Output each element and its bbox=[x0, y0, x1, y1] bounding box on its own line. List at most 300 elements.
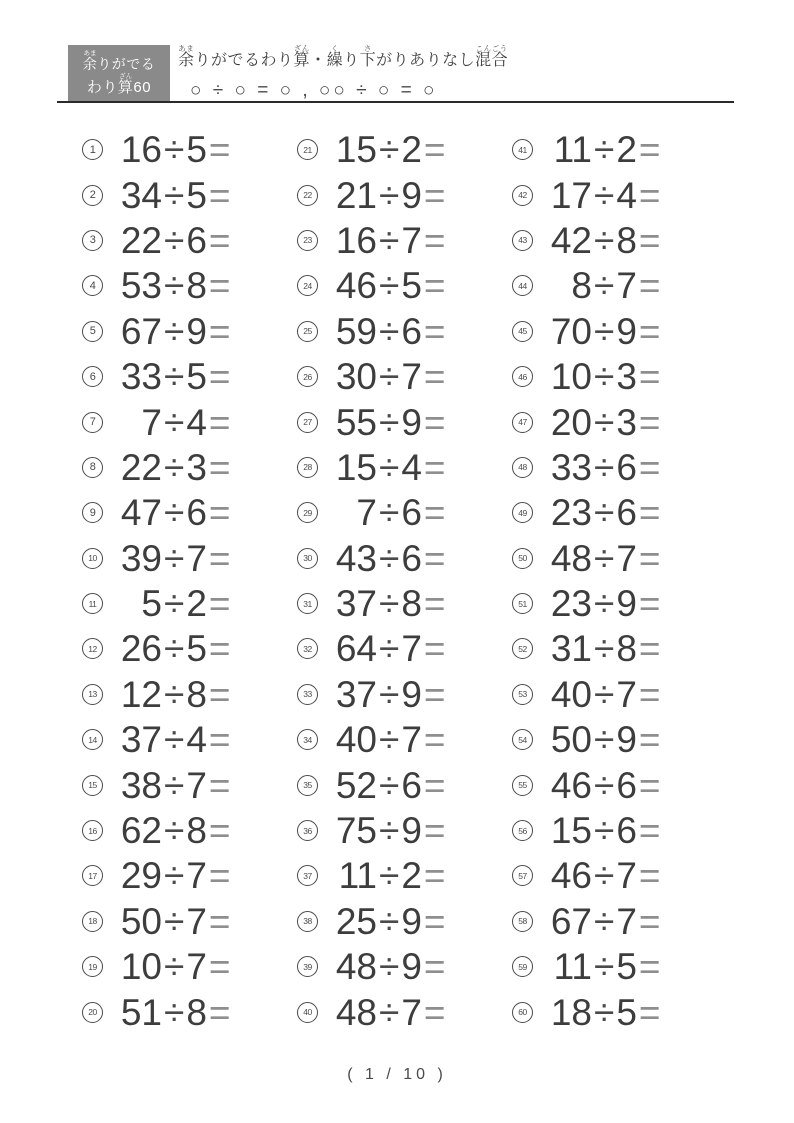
problem-number-badge: 36 bbox=[297, 820, 318, 841]
divisor: 8 bbox=[401, 583, 422, 625]
dividend: 48 bbox=[550, 537, 592, 579]
division-expression bbox=[331, 310, 446, 352]
problem-number-badge: 18 bbox=[82, 911, 103, 932]
problem-row bbox=[297, 172, 512, 217]
divide-sign: ÷ bbox=[164, 310, 185, 352]
divide-sign: ÷ bbox=[379, 310, 400, 352]
divide-sign: ÷ bbox=[594, 628, 615, 670]
series-badge-line1: 余あまりがでる bbox=[82, 49, 156, 72]
division-expression bbox=[546, 401, 661, 443]
dividend: 51 bbox=[120, 991, 162, 1033]
problem-number-badge: 41 bbox=[512, 139, 533, 160]
divide-sign: ÷ bbox=[594, 537, 615, 579]
equals-sign: = bbox=[638, 174, 661, 216]
divide-sign: ÷ bbox=[379, 583, 400, 625]
problem-number-badge: 56 bbox=[512, 820, 533, 841]
dividend: 7 bbox=[141, 401, 162, 443]
dividend: 23 bbox=[550, 583, 592, 625]
dividend: 64 bbox=[335, 628, 377, 670]
problem-number-badge: 11 bbox=[82, 593, 103, 614]
division-expression bbox=[116, 401, 231, 443]
divisor: 5 bbox=[186, 356, 207, 398]
equals-sign: = bbox=[208, 719, 231, 761]
equals-sign: = bbox=[423, 991, 446, 1033]
problems-column-2 bbox=[297, 127, 512, 1035]
problem-row bbox=[297, 944, 512, 989]
problem-row bbox=[297, 808, 512, 853]
problem-row bbox=[82, 899, 297, 944]
problem-number-badge: 2 bbox=[82, 185, 103, 206]
division-expression bbox=[116, 764, 231, 806]
divide-sign: ÷ bbox=[379, 492, 400, 534]
dividend: 26 bbox=[120, 628, 162, 670]
problem-row bbox=[512, 944, 727, 989]
divide-sign: ÷ bbox=[164, 356, 185, 398]
dividend: 8 bbox=[571, 265, 592, 307]
equals-sign: = bbox=[638, 628, 661, 670]
header-divider bbox=[57, 101, 734, 103]
problem-number-badge: 58 bbox=[512, 911, 533, 932]
division-expression bbox=[116, 310, 231, 352]
dividend: 17 bbox=[550, 174, 592, 216]
division-expression bbox=[546, 810, 661, 852]
problem-row bbox=[297, 762, 512, 807]
division-expression bbox=[331, 991, 446, 1033]
problem-number-badge: 44 bbox=[512, 275, 533, 296]
problem-number-badge: 16 bbox=[82, 820, 103, 841]
problem-row bbox=[82, 127, 297, 172]
divisor: 9 bbox=[186, 310, 207, 352]
equals-sign: = bbox=[423, 855, 446, 897]
problem-number-badge: 29 bbox=[297, 502, 318, 523]
divide-sign: ÷ bbox=[164, 446, 185, 488]
equals-sign: = bbox=[208, 219, 231, 261]
dividend: 15 bbox=[550, 810, 592, 852]
divide-sign: ÷ bbox=[594, 810, 615, 852]
problem-format-example: ○ ÷ ○ = ○ , ○○ ÷ ○ = ○ bbox=[190, 80, 438, 101]
problem-row bbox=[512, 172, 727, 217]
problem-number-badge: 53 bbox=[512, 684, 533, 705]
problem-number-badge: 3 bbox=[82, 230, 103, 251]
division-expression bbox=[331, 719, 446, 761]
problem-row bbox=[512, 263, 727, 308]
divisor: 2 bbox=[616, 129, 637, 171]
division-expression bbox=[116, 946, 231, 988]
divide-sign: ÷ bbox=[164, 764, 185, 806]
divisor: 8 bbox=[616, 219, 637, 261]
divide-sign: ÷ bbox=[594, 900, 615, 942]
divisor: 7 bbox=[186, 900, 207, 942]
divisor: 7 bbox=[401, 356, 422, 398]
dividend: 48 bbox=[335, 991, 377, 1033]
dividend: 15 bbox=[335, 129, 377, 171]
division-expression bbox=[116, 900, 231, 942]
equals-sign: = bbox=[208, 628, 231, 670]
problem-row bbox=[297, 626, 512, 671]
divisor: 9 bbox=[401, 673, 422, 715]
problem-number-badge: 30 bbox=[297, 548, 318, 569]
equals-sign: = bbox=[423, 764, 446, 806]
equals-sign: = bbox=[423, 810, 446, 852]
problem-row bbox=[512, 490, 727, 535]
division-expression bbox=[546, 583, 661, 625]
dividend: 11 bbox=[338, 855, 377, 897]
division-expression bbox=[546, 265, 661, 307]
problem-row bbox=[512, 399, 727, 444]
dividend: 18 bbox=[550, 991, 592, 1033]
problem-row bbox=[82, 944, 297, 989]
divisor: 5 bbox=[401, 265, 422, 307]
equals-sign: = bbox=[638, 219, 661, 261]
dividend: 22 bbox=[120, 219, 162, 261]
problem-row bbox=[82, 399, 297, 444]
problem-row bbox=[297, 536, 512, 581]
divide-sign: ÷ bbox=[164, 129, 185, 171]
dividend: 20 bbox=[550, 401, 592, 443]
problem-number-badge: 32 bbox=[297, 638, 318, 659]
equals-sign: = bbox=[423, 129, 446, 171]
problem-row bbox=[297, 853, 512, 898]
division-expression bbox=[331, 810, 446, 852]
divisor: 6 bbox=[401, 764, 422, 806]
problem-number-badge: 60 bbox=[512, 1002, 533, 1023]
division-expression bbox=[546, 446, 661, 488]
problem-number-badge: 45 bbox=[512, 321, 533, 342]
divisor: 5 bbox=[616, 991, 637, 1033]
problems-column-1 bbox=[82, 127, 297, 1035]
problem-number-badge: 23 bbox=[297, 230, 318, 251]
dividend: 37 bbox=[335, 583, 377, 625]
problem-number-badge: 52 bbox=[512, 638, 533, 659]
divide-sign: ÷ bbox=[594, 446, 615, 488]
division-expression bbox=[331, 401, 446, 443]
problems-grid bbox=[82, 127, 727, 1035]
equals-sign: = bbox=[208, 764, 231, 806]
divide-sign: ÷ bbox=[379, 810, 400, 852]
problem-number-badge: 12 bbox=[82, 638, 103, 659]
divisor: 8 bbox=[616, 628, 637, 670]
problem-number-badge: 9 bbox=[82, 502, 103, 523]
problem-row bbox=[512, 989, 727, 1034]
problem-row bbox=[82, 626, 297, 671]
divisor: 7 bbox=[616, 855, 637, 897]
equals-sign: = bbox=[638, 946, 661, 988]
equals-sign: = bbox=[208, 265, 231, 307]
problem-row bbox=[297, 354, 512, 399]
equals-sign: = bbox=[638, 583, 661, 625]
dividend: 10 bbox=[120, 946, 162, 988]
division-expression bbox=[116, 492, 231, 534]
divide-sign: ÷ bbox=[594, 855, 615, 897]
equals-sign: = bbox=[423, 673, 446, 715]
division-expression bbox=[546, 673, 661, 715]
divisor: 6 bbox=[186, 492, 207, 534]
problem-row bbox=[82, 717, 297, 762]
problem-row bbox=[512, 853, 727, 898]
problem-number-badge: 54 bbox=[512, 729, 533, 750]
division-expression bbox=[331, 628, 446, 670]
divisor: 9 bbox=[616, 310, 637, 352]
problem-number-badge: 35 bbox=[297, 775, 318, 796]
problem-number-badge: 31 bbox=[297, 593, 318, 614]
division-expression bbox=[116, 537, 231, 579]
divisor: 4 bbox=[401, 446, 422, 488]
division-expression bbox=[331, 446, 446, 488]
problem-row bbox=[82, 354, 297, 399]
division-expression bbox=[546, 129, 661, 171]
divisor: 7 bbox=[186, 946, 207, 988]
equals-sign: = bbox=[208, 673, 231, 715]
dividend: 16 bbox=[120, 129, 162, 171]
dividend: 37 bbox=[120, 719, 162, 761]
divide-sign: ÷ bbox=[379, 446, 400, 488]
dividend: 30 bbox=[335, 356, 377, 398]
problem-row bbox=[297, 399, 512, 444]
problem-row bbox=[82, 263, 297, 308]
division-expression bbox=[331, 265, 446, 307]
divide-sign: ÷ bbox=[164, 946, 185, 988]
dividend: 16 bbox=[335, 219, 377, 261]
equals-sign: = bbox=[423, 583, 446, 625]
worksheet-series-badge bbox=[68, 45, 170, 101]
problem-number-badge: 59 bbox=[512, 956, 533, 977]
division-expression bbox=[116, 991, 231, 1033]
problem-number-badge: 50 bbox=[512, 548, 533, 569]
division-expression bbox=[546, 764, 661, 806]
division-expression bbox=[546, 310, 661, 352]
divisor: 9 bbox=[401, 946, 422, 988]
divide-sign: ÷ bbox=[594, 492, 615, 534]
problem-number-badge: 4 bbox=[82, 275, 103, 296]
equals-sign: = bbox=[208, 900, 231, 942]
divisor: 7 bbox=[401, 719, 422, 761]
divide-sign: ÷ bbox=[164, 628, 185, 670]
divide-sign: ÷ bbox=[379, 219, 400, 261]
problem-number-badge: 5 bbox=[82, 321, 103, 342]
divide-sign: ÷ bbox=[164, 219, 185, 261]
divisor: 6 bbox=[401, 310, 422, 352]
problem-number-badge: 8 bbox=[82, 457, 103, 478]
problem-number-badge: 51 bbox=[512, 593, 533, 614]
divisor: 7 bbox=[616, 537, 637, 579]
divide-sign: ÷ bbox=[379, 991, 400, 1033]
problem-row bbox=[512, 899, 727, 944]
divisor: 6 bbox=[616, 446, 637, 488]
dividend: 31 bbox=[550, 628, 592, 670]
divide-sign: ÷ bbox=[164, 174, 185, 216]
problem-row bbox=[297, 989, 512, 1034]
equals-sign: = bbox=[638, 265, 661, 307]
divisor: 6 bbox=[616, 764, 637, 806]
dividend: 67 bbox=[120, 310, 162, 352]
division-expression bbox=[331, 764, 446, 806]
divisor: 6 bbox=[401, 492, 422, 534]
divide-sign: ÷ bbox=[379, 946, 400, 988]
divide-sign: ÷ bbox=[379, 673, 400, 715]
equals-sign: = bbox=[208, 356, 231, 398]
problem-row bbox=[512, 717, 727, 762]
divide-sign: ÷ bbox=[164, 401, 185, 443]
problem-number-badge: 17 bbox=[82, 865, 103, 886]
division-expression bbox=[331, 900, 446, 942]
dividend: 53 bbox=[120, 265, 162, 307]
problem-row bbox=[297, 127, 512, 172]
divide-sign: ÷ bbox=[379, 129, 400, 171]
divisor: 8 bbox=[186, 265, 207, 307]
problem-row bbox=[512, 309, 727, 354]
divisor: 9 bbox=[401, 174, 422, 216]
dividend: 29 bbox=[120, 855, 162, 897]
problem-row bbox=[82, 490, 297, 535]
equals-sign: = bbox=[423, 946, 446, 988]
equals-sign: = bbox=[208, 401, 231, 443]
divisor: 2 bbox=[401, 129, 422, 171]
divisor: 7 bbox=[616, 673, 637, 715]
problem-row bbox=[82, 989, 297, 1034]
equals-sign: = bbox=[423, 492, 446, 534]
divisor: 7 bbox=[401, 628, 422, 670]
equals-sign: = bbox=[208, 310, 231, 352]
divide-sign: ÷ bbox=[164, 492, 185, 534]
divisor: 6 bbox=[616, 492, 637, 534]
problem-number-badge: 37 bbox=[297, 865, 318, 886]
problem-number-badge: 48 bbox=[512, 457, 533, 478]
problem-number-badge: 21 bbox=[297, 139, 318, 160]
divide-sign: ÷ bbox=[164, 537, 185, 579]
divide-sign: ÷ bbox=[164, 265, 185, 307]
divisor: 7 bbox=[186, 855, 207, 897]
dividend: 39 bbox=[120, 537, 162, 579]
divisor: 3 bbox=[616, 356, 637, 398]
division-expression bbox=[331, 356, 446, 398]
problem-row bbox=[512, 445, 727, 490]
problem-row bbox=[297, 309, 512, 354]
dividend: 37 bbox=[335, 673, 377, 715]
divide-sign: ÷ bbox=[594, 356, 615, 398]
dividend: 43 bbox=[335, 537, 377, 579]
problem-number-badge: 40 bbox=[297, 1002, 318, 1023]
divisor: 6 bbox=[616, 810, 637, 852]
problem-row bbox=[512, 536, 727, 581]
problem-number-badge: 28 bbox=[297, 457, 318, 478]
problem-row bbox=[297, 717, 512, 762]
problem-row bbox=[82, 172, 297, 217]
divide-sign: ÷ bbox=[594, 991, 615, 1033]
problem-row bbox=[512, 354, 727, 399]
problem-row bbox=[512, 762, 727, 807]
equals-sign: = bbox=[208, 492, 231, 534]
problem-row bbox=[512, 672, 727, 717]
problem-number-badge: 7 bbox=[82, 412, 103, 433]
dividend: 50 bbox=[120, 900, 162, 942]
divisor: 8 bbox=[186, 810, 207, 852]
equals-sign: = bbox=[208, 946, 231, 988]
problem-number-badge: 25 bbox=[297, 321, 318, 342]
dividend: 67 bbox=[550, 900, 592, 942]
division-expression bbox=[331, 855, 446, 897]
divide-sign: ÷ bbox=[379, 537, 400, 579]
divisor: 7 bbox=[186, 537, 207, 579]
dividend: 22 bbox=[120, 446, 162, 488]
equals-sign: = bbox=[638, 492, 661, 534]
division-expression bbox=[331, 219, 446, 261]
divisor: 5 bbox=[186, 628, 207, 670]
divisor: 4 bbox=[186, 719, 207, 761]
problem-number-badge: 47 bbox=[512, 412, 533, 433]
divisor: 9 bbox=[401, 810, 422, 852]
equals-sign: = bbox=[638, 673, 661, 715]
problem-row bbox=[297, 445, 512, 490]
equals-sign: = bbox=[208, 129, 231, 171]
problem-number-badge: 43 bbox=[512, 230, 533, 251]
division-expression bbox=[546, 492, 661, 534]
problem-number-badge: 15 bbox=[82, 775, 103, 796]
problem-number-badge: 10 bbox=[82, 548, 103, 569]
dividend: 11 bbox=[553, 946, 592, 988]
divide-sign: ÷ bbox=[594, 129, 615, 171]
division-expression bbox=[116, 628, 231, 670]
divisor: 2 bbox=[401, 855, 422, 897]
division-expression bbox=[546, 356, 661, 398]
division-expression bbox=[546, 537, 661, 579]
problem-row bbox=[512, 581, 727, 626]
equals-sign: = bbox=[423, 401, 446, 443]
dividend: 75 bbox=[335, 810, 377, 852]
equals-sign: = bbox=[208, 174, 231, 216]
dividend: 48 bbox=[335, 946, 377, 988]
divisor: 4 bbox=[616, 174, 637, 216]
divisor: 7 bbox=[616, 900, 637, 942]
divide-sign: ÷ bbox=[594, 219, 615, 261]
division-expression bbox=[331, 946, 446, 988]
problem-number-badge: 19 bbox=[82, 956, 103, 977]
equals-sign: = bbox=[208, 991, 231, 1033]
divisor: 8 bbox=[186, 991, 207, 1033]
problem-number-badge: 13 bbox=[82, 684, 103, 705]
problem-number-badge: 33 bbox=[297, 684, 318, 705]
divisor: 5 bbox=[616, 946, 637, 988]
divide-sign: ÷ bbox=[164, 855, 185, 897]
equals-sign: = bbox=[638, 310, 661, 352]
equals-sign: = bbox=[638, 991, 661, 1033]
dividend: 70 bbox=[550, 310, 592, 352]
equals-sign: = bbox=[638, 900, 661, 942]
division-expression bbox=[546, 719, 661, 761]
problem-number-badge: 38 bbox=[297, 911, 318, 932]
division-expression bbox=[116, 219, 231, 261]
divide-sign: ÷ bbox=[379, 900, 400, 942]
problem-number-badge: 39 bbox=[297, 956, 318, 977]
problem-row bbox=[512, 218, 727, 263]
divisor: 9 bbox=[616, 719, 637, 761]
division-expression bbox=[116, 673, 231, 715]
problem-number-badge: 57 bbox=[512, 865, 533, 886]
divide-sign: ÷ bbox=[594, 265, 615, 307]
divisor: 5 bbox=[186, 129, 207, 171]
equals-sign: = bbox=[423, 446, 446, 488]
divisor: 9 bbox=[401, 900, 422, 942]
divide-sign: ÷ bbox=[164, 991, 185, 1033]
division-expression bbox=[546, 991, 661, 1033]
divisor: 7 bbox=[401, 991, 422, 1033]
divisor: 5 bbox=[186, 174, 207, 216]
divide-sign: ÷ bbox=[379, 628, 400, 670]
division-expression bbox=[546, 855, 661, 897]
division-expression bbox=[116, 583, 231, 625]
equals-sign: = bbox=[638, 401, 661, 443]
equals-sign: = bbox=[638, 719, 661, 761]
divide-sign: ÷ bbox=[379, 174, 400, 216]
